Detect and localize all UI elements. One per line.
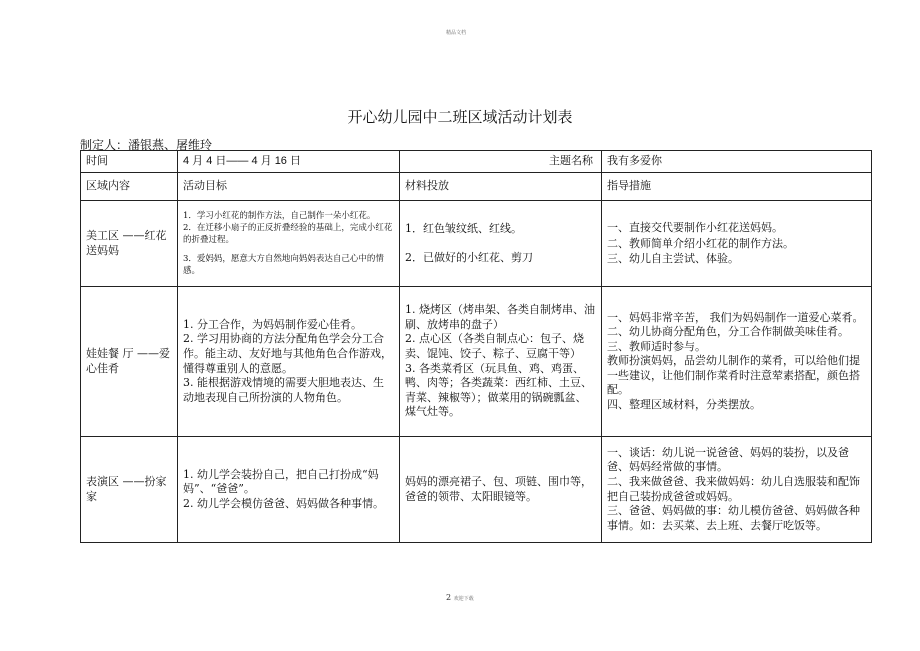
goal-item: 3. 能根据游戏情境的需要大胆地表达、生动地表现自己所扮演的人物角色。 [183,376,384,404]
guidance-item: 三、爸爸、妈妈做的事：幼儿模仿爸爸、妈妈做各种事情。如：去买菜、去上班、去餐厅吃饭等。 [607,504,860,532]
material-item: 妈妈的漂亮裙子、包、项链、围巾等，爸爸的领带、太阳眼镜等。 [405,474,592,503]
activity-plan-table [80,150,872,543]
material-item: 3. 各类菜肴区（玩具鱼、鸡、鸡蛋、鸭、肉等；各类蔬菜：西红柿、土豆、青菜、辣椒等）；做菜用的锅碗瓢盆、煤气灶等。 [405,361,592,419]
time-label: 时间 [81,151,178,173]
goal-item: 1. 幼儿学会装扮自己，把自己打扮成“妈妈”、“爸爸”。 [183,467,379,496]
material-item: 2. 点心区（各类自制点心：包子、烧卖、馄饨、饺子、粽子、豆腐干等） [405,332,584,360]
table-row [81,201,872,287]
material-item: 1．红色皱纹纸、红线。 [405,221,522,235]
page-number: 2 [446,593,452,602]
header-guidance: 指导措施 [602,173,872,201]
guidance-item: 一、直接交代要制作小红花送妈妈。 [607,220,783,234]
guidance-item: 四、整理区域材料，分类摆放。 [607,397,761,411]
header-materials: 材料投放 [400,173,602,201]
time-value: 4 月 4 日—— 4 月 16 日 [178,151,400,173]
material-item: 2．已做好的小红花、剪刀 [405,250,533,264]
goal-item: 2. 学习用协商的方法分配角色学会分工合作。能主动、友好地与其他角色合作游戏，懂得尊重别人的意愿。 [183,332,392,375]
page-footer [446,593,474,602]
footer-tail: 欢迎下载 [453,596,474,602]
goal-item: 1．学习小红花的制作方法，自己制作一朵小红花。 [183,210,376,221]
theme-label-cell [400,151,602,173]
guidance-cell [602,201,872,287]
guidance-cell [602,287,872,437]
goal-item: 2. 幼儿学会模仿爸爸、妈妈做各种事情。 [183,496,384,510]
table-row [81,287,872,437]
guidance-item: 三、教师适时参与。 [607,339,706,353]
makers-line: 制定人：潘银燕、屠维玲 [80,138,213,152]
guidance-item: 一、谈话：幼儿说一说爸爸、妈妈的装扮，以及爸爸、妈妈经常做的事情。 [607,445,849,474]
area-cell: 娃娃餐 厅 ——爱心佳肴 [81,287,178,437]
header-note: 精品文档 [446,30,467,36]
goals-cell [178,201,400,287]
guidance-item: 一、妈妈非常辛苦， 我们为妈妈制作一道爱心菜肴。 [607,310,864,324]
goal-item: 3．爱妈妈，愿意大方自然地向妈妈表达自己心中的情感。 [183,253,384,276]
header-goals: 活动目标 [178,173,400,201]
time-row [81,151,872,173]
goal-item: 2．在迁移小扇子的正反折叠经验的基础上，完成小红花的折叠过程。 [183,223,393,246]
guidance-item: 教师扮演妈妈，品尝幼儿制作的菜肴，可以给他们提一些建议，让他们制作菜肴时注意荤素搭配，颜色搭配。 [607,354,860,397]
guidance-item: 二、教师简单介绍小红花的制作方法。 [607,236,794,250]
guidance-item: 三、幼儿自主尝试、体验。 [607,252,739,266]
area-cell: 美工区 ——红花送妈妈 [81,201,178,287]
theme-value: 我有多爱你 [602,151,872,173]
theme-label: 主题名称 [549,154,593,168]
guidance-item: 二、我来做爸爸、我来做妈妈：幼儿自选服装和配饰把自己装扮成爸爸或妈妈。 [607,474,860,503]
materials-cell [400,201,602,287]
header-row [81,173,872,201]
material-item: 1. 烧烤区（烤串架、各类自制烤串、油刷、放烤串的盘子） [405,303,595,331]
table-row [81,437,872,543]
document-title: 开心幼儿园中二班区域活动计划表 [347,108,573,126]
guidance-cell [602,437,872,543]
materials-cell [400,437,602,543]
goal-item: 1. 分工合作，为妈妈制作爱心佳肴。 [183,317,362,331]
header-area: 区域内容 [81,173,178,201]
goals-cell [178,287,400,437]
materials-cell [400,287,602,437]
area-cell: 表演区 ——扮家家 [81,437,178,543]
goals-cell [178,437,400,543]
guidance-item: 二、幼儿协商分配角色，分工合作制做美味佳肴。 [607,325,849,339]
